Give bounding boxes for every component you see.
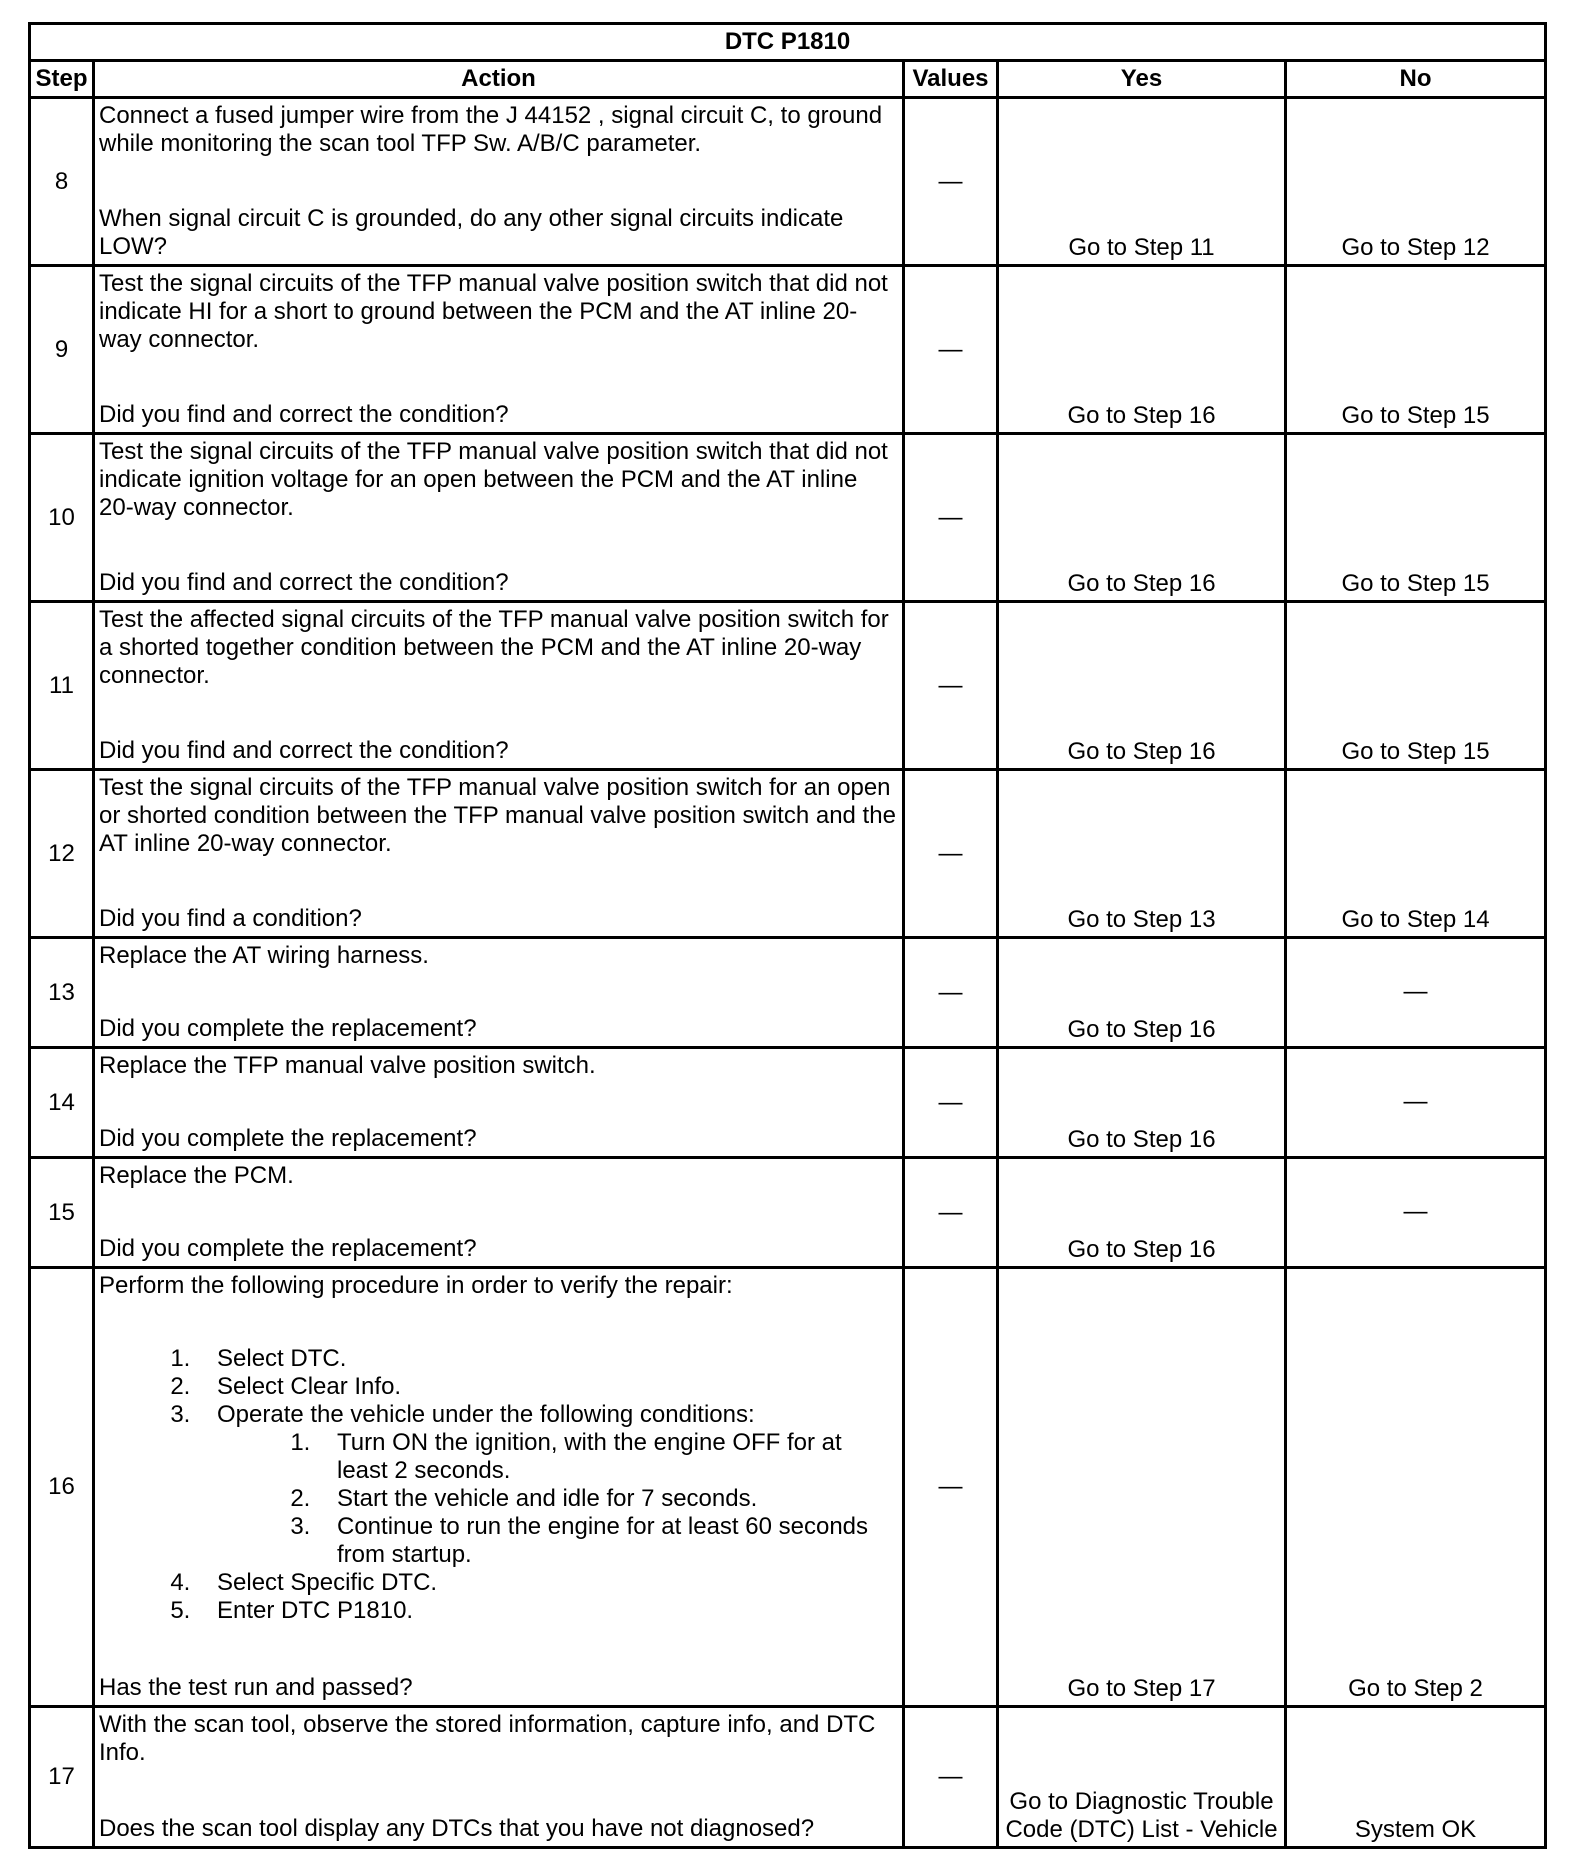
sub-procedure-step: 3. Continue to run the engine for at least 60 seconds from startup. [317,1513,898,1569]
table-row [30,98,1546,266]
header-yes: Yes [998,61,1286,98]
action-instruction: Test the signal circuits of the TFP manual valve position switch that did not indicate ignition voltage for an open between the PCM and the AT inline 20-way connector. [99,438,888,521]
values-cell: — [904,434,998,602]
yes-cell: Go to Step 16 [998,1158,1286,1268]
no-cell: Go to Step 12 [1286,98,1546,266]
action-instruction: Replace the AT wiring harness. [99,942,429,969]
yes-cell: Go to Diagnostic Trouble Code (DTC) List - Vehicle [998,1707,1286,1848]
sub-procedure-step: 1. Turn ON the ignition, with the engine OFF for at least 2 seconds. [317,1429,898,1485]
values-cell: — [904,266,998,434]
sub-procedure-step: 2. Start the vehicle and idle for 7 seconds. [317,1485,898,1513]
step-number: 8 [30,98,94,266]
action-cell [94,1268,904,1707]
no-cell: Go to Step 15 [1286,434,1546,602]
step-number: 15 [30,1158,94,1268]
values-cell: — [904,98,998,266]
values-cell: — [904,602,998,770]
header-action: Action [94,61,904,98]
dtc-table [28,22,1547,1849]
action-question: When signal circuit C is grounded, do any other signal circuits indicate LOW? [99,205,844,260]
values-cell: — [904,938,998,1048]
no-cell: Go to Step 15 [1286,602,1546,770]
yes-cell: Go to Step 11 [998,98,1286,266]
no-cell: Go to Step 14 [1286,770,1546,938]
action-cell [94,938,904,1048]
action-cell [94,1048,904,1158]
action-question: Did you find and correct the condition? [99,569,509,596]
action-cell [94,770,904,938]
procedure-step: 5. Enter DTC P1810. [197,1597,898,1625]
sub-procedure-list [217,1429,898,1569]
table-row [30,1048,1546,1158]
no-cell: Go to Step 2 [1286,1268,1546,1707]
table-row [30,266,1546,434]
action-question: Did you complete the replacement? [99,1015,477,1042]
procedure-step-with-substeps [197,1401,898,1569]
action-question: Did you complete the replacement? [99,1235,477,1262]
values-cell: — [904,1048,998,1158]
action-instruction: Connect a fused jumper wire from the J 44152 , signal circuit C, to ground while monitoring the scan tool TFP Sw. A/B/C parameter. [99,102,883,157]
action-question: Did you find and correct the condition? [99,401,509,428]
table-row [30,1707,1546,1848]
table-title-row [30,24,1546,61]
no-cell: Go to Step 15 [1286,266,1546,434]
procedure-step: 2. Select Clear Info. [197,1373,898,1401]
step-number: 12 [30,770,94,938]
header-no: No [1286,61,1546,98]
step-number: 11 [30,602,94,770]
procedure-list [99,1345,898,1625]
step-number: 10 [30,434,94,602]
no-cell: — [1286,938,1546,1048]
action-instruction: With the scan tool, observe the stored information, capture info, and DTC Info. [99,1711,876,1766]
action-instruction: Replace the TFP manual valve position switch. [99,1052,596,1079]
table-row [30,1268,1546,1707]
table-row [30,602,1546,770]
action-instruction: Test the affected signal circuits of the TFP manual valve position switch for a shorted together condition between the PCM and the AT inline 20-way connector. [99,606,889,689]
yes-cell: Go to Step 16 [998,266,1286,434]
step-number: 13 [30,938,94,1048]
yes-cell: Go to Step 13 [998,770,1286,938]
procedure-step: 1. Select DTC. [197,1345,898,1373]
header-values: Values [904,61,998,98]
yes-cell: Go to Step 16 [998,938,1286,1048]
procedure-step: 4. Select Specific DTC. [197,1569,898,1597]
step-number: 14 [30,1048,94,1158]
no-cell: — [1286,1048,1546,1158]
no-cell: — [1286,1158,1546,1268]
values-cell: — [904,1158,998,1268]
action-question: Does the scan tool display any DTCs that you have not diagnosed? [99,1815,815,1842]
action-instruction: Perform the following procedure in order to verify the repair: [99,1272,733,1299]
action-cell [94,1158,904,1268]
action-question: Did you complete the replacement? [99,1125,477,1152]
action-question: Did you find and correct the condition? [99,737,509,764]
action-instruction: Replace the PCM. [99,1162,294,1189]
yes-cell: Go to Step 17 [998,1268,1286,1707]
table-title: DTC P1810 [30,24,1546,61]
header-step: Step [30,61,94,98]
action-cell [94,434,904,602]
action-cell [94,98,904,266]
action-cell [94,1707,904,1848]
values-cell: — [904,1268,998,1707]
yes-cell: Go to Step 16 [998,1048,1286,1158]
step-number: 9 [30,266,94,434]
step-number: 17 [30,1707,94,1848]
table-row [30,434,1546,602]
values-cell: — [904,1707,998,1848]
action-instruction: Test the signal circuits of the TFP manual valve position switch for an open or shorted condition between the TFP manual valve position switch and the AT inline 20-way connector. [99,774,896,857]
no-cell: System OK [1286,1707,1546,1848]
procedure-step-text: Operate the vehicle under the following conditions: [217,1401,755,1428]
action-question: Did you find a condition? [99,905,362,932]
values-cell: — [904,770,998,938]
action-cell [94,266,904,434]
yes-cell: Go to Step 16 [998,602,1286,770]
yes-cell: Go to Step 16 [998,434,1286,602]
action-cell [94,602,904,770]
header-row [30,61,1546,98]
step-number: 16 [30,1268,94,1707]
action-instruction: Test the signal circuits of the TFP manual valve position switch that did not indicate HI for a short to ground between the PCM and the AT inline 20-way connector. [99,270,888,353]
table-row [30,938,1546,1048]
table-row [30,1158,1546,1268]
table-row [30,770,1546,938]
action-question: Has the test run and passed? [99,1674,413,1701]
